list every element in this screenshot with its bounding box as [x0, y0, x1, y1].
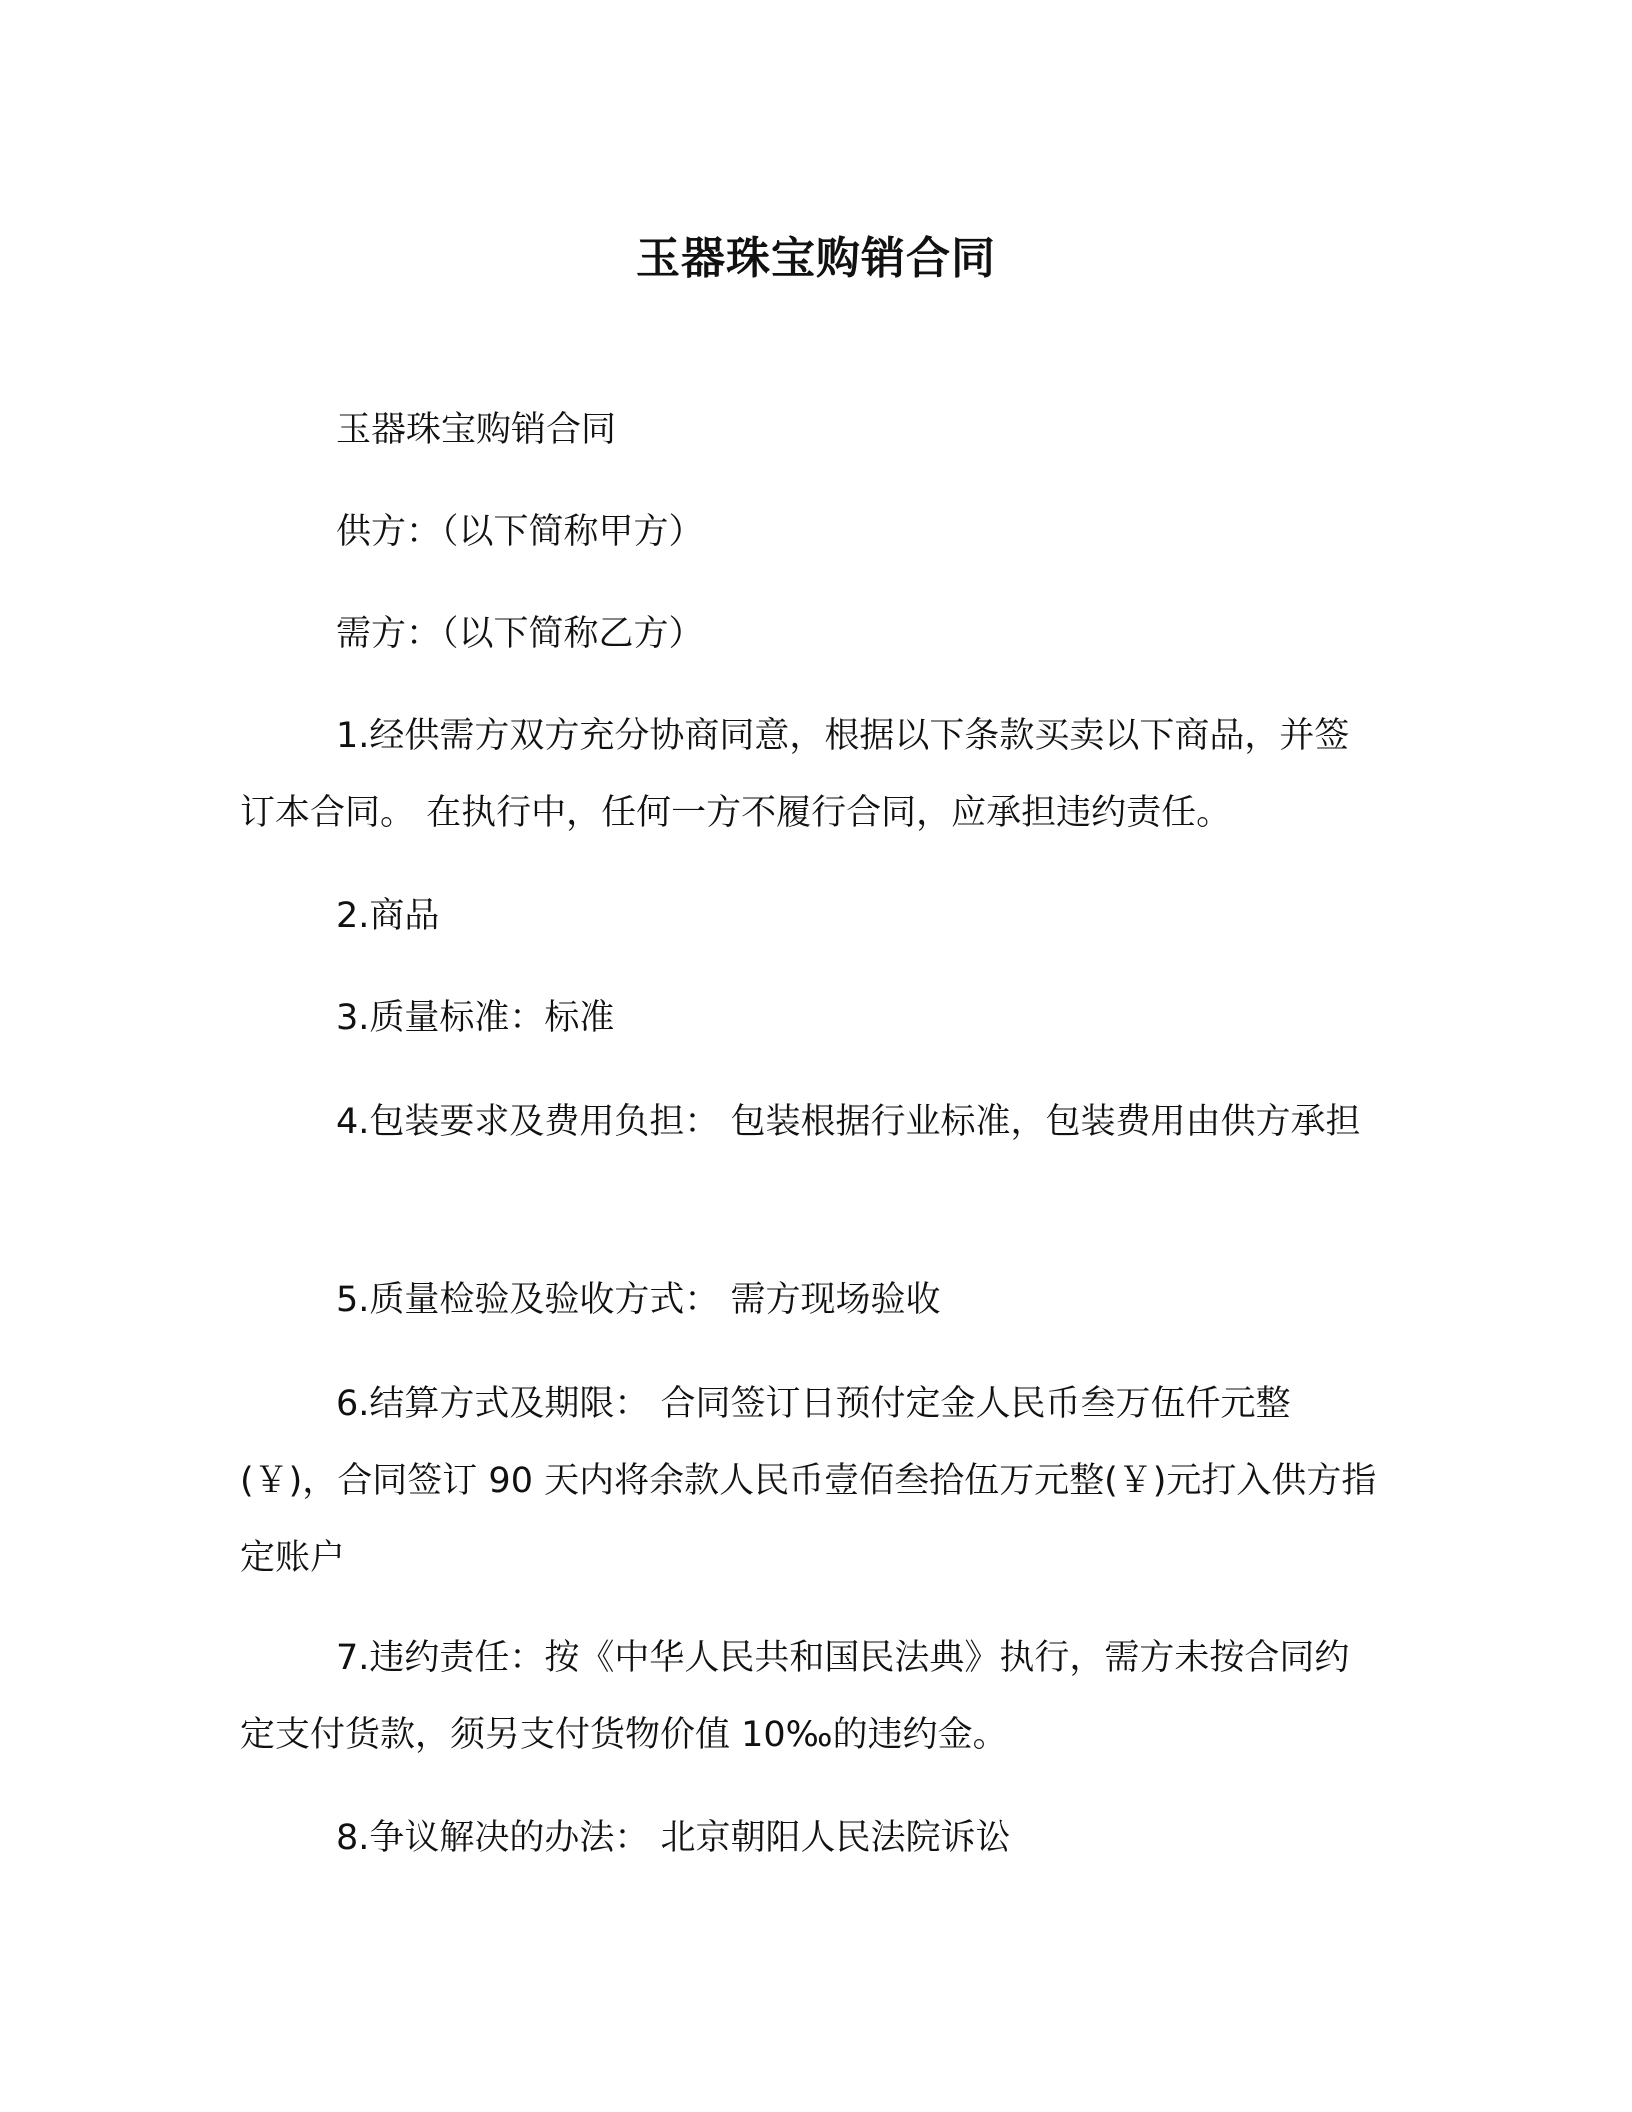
paragraph-clause-5: 5.质量检验及验收方式： 需方现场验收	[336, 1280, 941, 1320]
paragraph-clause-1: 1.经供需方双方充分协商同意，根据以下条款买卖以下商品，并签订本合同。 在执行中，任何一方不履行合同，应承担违约责任。	[240, 716, 1350, 833]
paragraph-clause-8: 8.争议解决的办法： 北京朝阳人民法院诉讼	[336, 1818, 1011, 1858]
paragraph-heading: 玉器珠宝购销合同	[336, 410, 617, 450]
paragraph-clause-6: 6.结算方式及期限： 合同签订日预付定金人民币叁万伍仟元整(￥)，合同签订 90 天内将余款人民币壹佰叁拾伍万元整(￥)元打入供方指定账户	[240, 1384, 1377, 1578]
paragraph-supplier: 供方：（以下简称甲方）	[336, 512, 704, 552]
paragraph-clause-2: 2.商品	[336, 896, 440, 936]
document-title: 玉器珠宝购销合同	[636, 233, 996, 284]
paragraph-buyer: 需方：（以下简称乙方）	[336, 614, 704, 654]
paragraph-clause-4: 4.包装要求及费用负担： 包装根据行业标准，包装费用由供方承担	[336, 1102, 1361, 1142]
paragraph-clause-3: 3.质量标准：标准	[336, 998, 615, 1038]
paragraph-clause-7: 7.违约责任：按《中华人民共和国民法典》执行，需方未按合同约定支付货款，须另支付货物价值 10‰的违约金。	[240, 1638, 1350, 1755]
